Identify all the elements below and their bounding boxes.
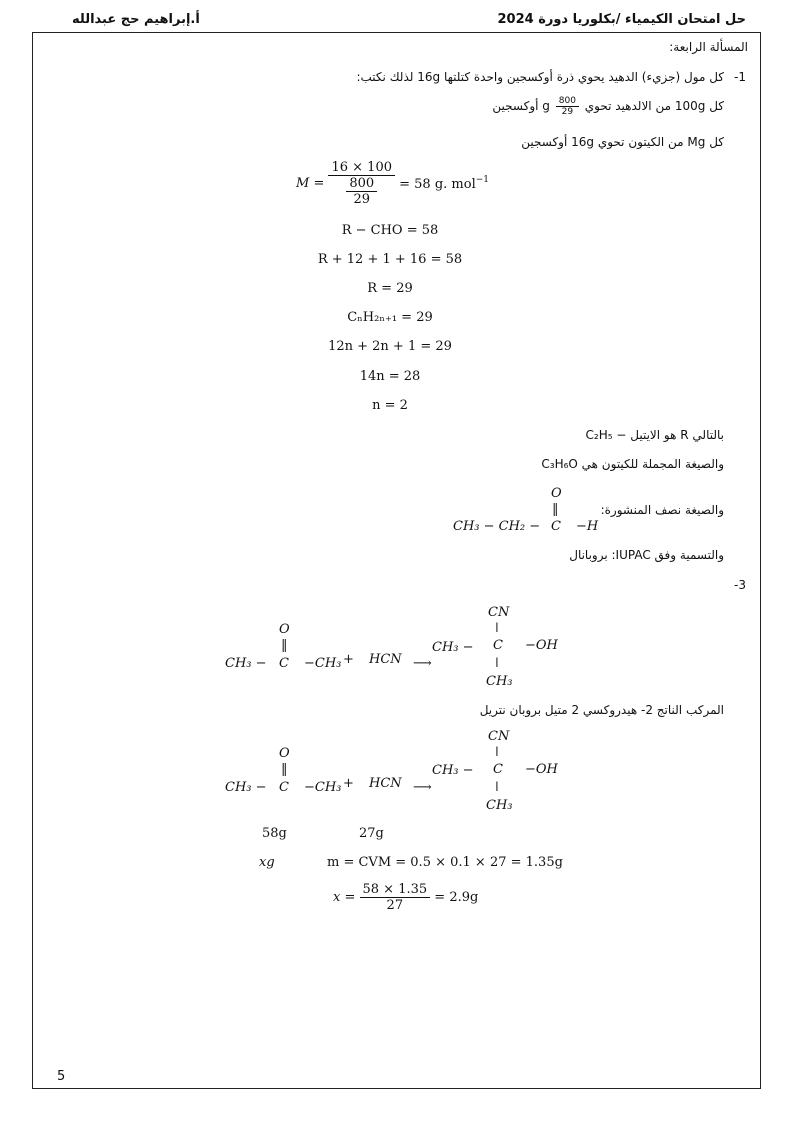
eq-inner-numerator: 800 bbox=[346, 176, 377, 192]
x-denominator: 27 bbox=[386, 898, 404, 913]
eq-lhs: M = bbox=[296, 176, 325, 191]
r2-reactant-o: O bbox=[279, 746, 290, 761]
r1-reactant-ch3: CH₃ − bbox=[225, 656, 267, 671]
q1-line1: كل مول (جزيء) الدهيد يحوي ذرة أوكسجين واحدة كتلتها 16g لذلك نكتب: bbox=[356, 70, 724, 84]
eq-numerator: 16 × 100 bbox=[328, 160, 395, 176]
exam-title: حل امتحان الكيمياء /بكلوريا دورة 2024 bbox=[497, 12, 746, 27]
eq-denominator bbox=[328, 176, 395, 207]
r2-product-cn: CN bbox=[488, 729, 510, 744]
structural-chain: CH₃ − CH₂ − bbox=[453, 519, 541, 534]
step-4: CₙH₂ₙ₊₁ = 29 bbox=[347, 310, 433, 325]
eq-exponent: −1 bbox=[475, 175, 490, 185]
r2-plus: + bbox=[343, 776, 354, 791]
iupac-line: والتسمية وفق IUPAC: بروبانال bbox=[569, 548, 724, 562]
r1-reactant-double-bond: ‖ bbox=[281, 638, 288, 653]
molar-mass-equation bbox=[296, 160, 489, 207]
r2-reactant-ch3: CH₃ − bbox=[225, 780, 267, 795]
r1-product-cn: CN bbox=[488, 605, 510, 620]
step-5: 12n + 2n + 1 = 29 bbox=[328, 339, 452, 354]
structural-o: O bbox=[551, 486, 562, 501]
q1-line2 bbox=[492, 96, 724, 117]
ethyl-line: بالتالي R هو الايتيل − C₂H₅ bbox=[585, 428, 724, 442]
q1-line2-fraction bbox=[556, 96, 579, 117]
calc-mass-2: 27g bbox=[359, 826, 384, 841]
r2-product-ch3: CH₃ − bbox=[432, 763, 474, 778]
page-number: 5 bbox=[57, 1069, 66, 1084]
calc-mass-1: 58g bbox=[262, 826, 287, 841]
r1-product-ch3: CH₃ − bbox=[432, 640, 474, 655]
r2-product-bar-bottom: ǀ bbox=[495, 780, 499, 795]
r2-product-bar-top: ǀ bbox=[495, 745, 499, 760]
fraction-numerator: 800 bbox=[556, 96, 579, 107]
r1-product-ch3b: CH₃ bbox=[486, 674, 513, 689]
r2-reactant-double-bond: ‖ bbox=[281, 762, 288, 777]
r1-product-c: C bbox=[493, 638, 503, 653]
structural-label: والصيغة نصف المنشورة: bbox=[600, 503, 724, 517]
r1-reactant-o: O bbox=[279, 622, 290, 637]
r1-product-oh: −OH bbox=[525, 638, 558, 653]
product-name: المركب الناتج 2- هيدروكسي 2 متيل بروبان نتريل bbox=[479, 703, 724, 717]
r2-hcn: HCN bbox=[369, 776, 402, 791]
x-rhs: = 2.9g bbox=[434, 890, 479, 905]
r1-plus: + bbox=[343, 652, 354, 667]
question-number: -1 bbox=[734, 70, 746, 84]
author-name: أ.إبراهيم حج عبدالله bbox=[72, 12, 200, 27]
eq-inner-fraction bbox=[346, 176, 377, 207]
q1-line3: كل Mg من الكيتون تحوي 16g أوكسجين bbox=[521, 135, 724, 149]
eq-inner-denominator: 29 bbox=[353, 192, 371, 207]
step-3: R = 29 bbox=[367, 281, 413, 296]
question-3-number: -3 bbox=[734, 578, 746, 592]
r2-arrow: ⟶ bbox=[413, 780, 432, 795]
r1-arrow: ⟶ bbox=[413, 656, 432, 671]
r1-reactant-ch3b: −CH₃ bbox=[304, 656, 342, 671]
step-7: n = 2 bbox=[372, 398, 408, 413]
fraction-denominator: 29 bbox=[561, 107, 574, 117]
r1-product-bar-top: ǀ bbox=[495, 621, 499, 636]
structural-h: −H bbox=[576, 519, 599, 534]
r2-product-oh: −OH bbox=[525, 762, 558, 777]
r1-reactant-c: C bbox=[279, 656, 289, 671]
eq-rhs: = 58 g. mol$^{-1}$ bbox=[399, 175, 490, 192]
structural-c: C bbox=[551, 519, 561, 534]
q1-line2-post: g أوكسجين bbox=[492, 99, 550, 113]
eq-main-fraction bbox=[328, 160, 395, 207]
x-lhs: x = bbox=[333, 890, 356, 905]
r2-product-ch3b: CH₃ bbox=[486, 798, 513, 813]
q1-line2-pre: كل 100g من الالدهيد تحوي bbox=[584, 99, 724, 113]
r2-product-c: C bbox=[493, 762, 503, 777]
step-2: R + 12 + 1 + 16 = 58 bbox=[317, 252, 463, 267]
r2-reactant-ch3b: −CH₃ bbox=[304, 780, 342, 795]
molecular-formula-line: والصيغة المجملة للكيتون هي C₃H₆O bbox=[541, 457, 724, 471]
r1-hcn: HCN bbox=[369, 652, 402, 667]
x-numerator: 58 × 1.35 bbox=[360, 882, 431, 898]
section-title: المسألة الرابعة: bbox=[669, 40, 748, 54]
calc-mass-equation: m = CVM = 0.5 × 0.1 × 27 = 1.35g bbox=[327, 855, 563, 870]
calc-x-equation bbox=[333, 882, 478, 913]
calc-unknown: xg bbox=[259, 855, 275, 870]
step-6: 14n = 28 bbox=[359, 369, 421, 384]
r2-reactant-c: C bbox=[279, 780, 289, 795]
x-fraction bbox=[360, 882, 431, 913]
r1-product-bar-bottom: ǀ bbox=[495, 656, 499, 671]
step-1: R − CHO = 58 bbox=[341, 223, 439, 238]
structural-double-bond: ‖ bbox=[552, 502, 559, 517]
